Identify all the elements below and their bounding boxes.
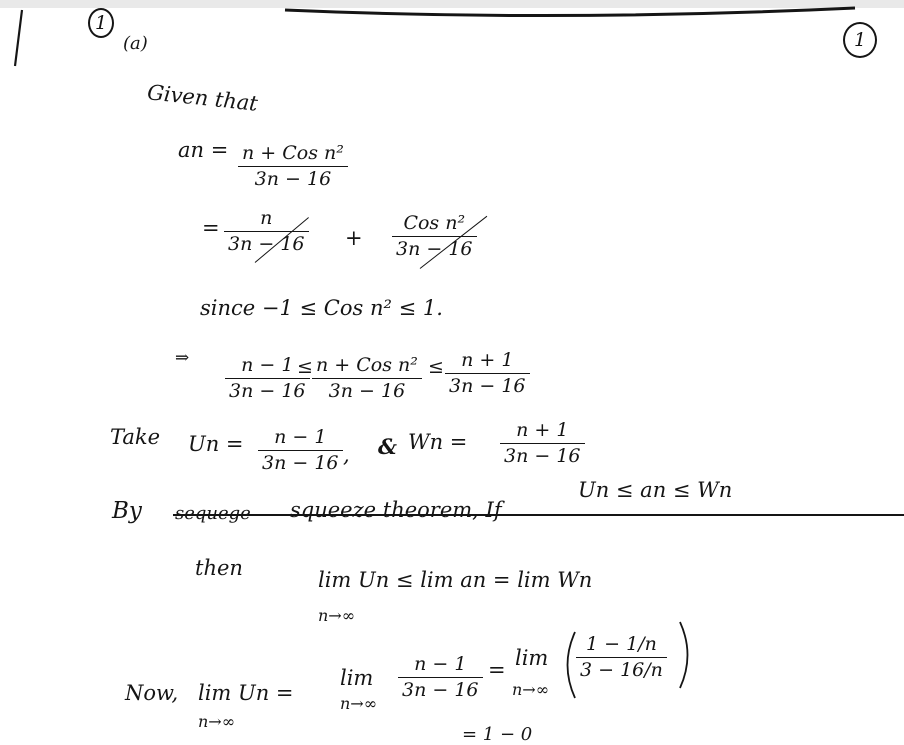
squeeze-text: squeeze theorem, If: [290, 498, 502, 522]
fraction-bar: [398, 677, 483, 678]
struck-word: sequege: [175, 505, 904, 523]
now-limit-subscript: n→∞: [198, 712, 236, 731]
wn-label: Wn =: [408, 430, 468, 454]
ineq-right-numerator: n + 1: [461, 349, 514, 371]
fraction-bar: [258, 450, 343, 451]
an-label: an =: [178, 138, 229, 162]
since-text: since −1 ≤ Cos n² ≤ 1.: [200, 296, 443, 320]
fraction-bar: [500, 443, 585, 444]
ineq-middle-fraction: [312, 355, 422, 402]
an-fraction: [238, 143, 348, 190]
now-equals: =: [488, 658, 506, 682]
an-numerator: n + Cos n²: [242, 142, 344, 164]
ineq-le-1: ≤: [297, 356, 313, 378]
split-term-1: [224, 208, 309, 255]
then-text: then: [195, 556, 243, 580]
and-symbol: &: [378, 434, 397, 459]
take-comma: ,: [343, 443, 350, 467]
given-text: Given that: [146, 80, 259, 116]
split-term-1-denominator: 3n − 16: [228, 232, 305, 255]
now-paren-denominator: 3 − 16/n: [580, 658, 663, 681]
part-label: (a): [123, 33, 148, 54]
now-paren-fraction: [576, 634, 667, 681]
ineq-middle-denominator: 3n − 16: [328, 379, 406, 402]
bottom-partial-line: = 1 − 0: [462, 724, 533, 745]
fraction-bar: [445, 373, 530, 374]
by-text: By: [112, 498, 142, 524]
wn-fraction: [500, 420, 585, 467]
an-denominator: 3n − 16: [254, 167, 332, 190]
fraction-bar: [225, 378, 310, 379]
split-term-2-denominator: 3n − 16: [396, 237, 473, 260]
paren-right: [675, 620, 695, 690]
fraction-bar: [312, 378, 422, 379]
ineq-right-denominator: 3n − 16: [449, 374, 526, 397]
fraction-bar: [392, 236, 477, 237]
now-lim-word: lim: [340, 666, 374, 690]
split-equals: =: [202, 216, 220, 240]
now-fraction: [398, 654, 483, 701]
split-term-2-numerator: Cos n²: [403, 212, 466, 234]
split-term-1-numerator: n: [260, 207, 273, 229]
un-fraction: [258, 427, 343, 474]
now-lim-subscript: n→∞: [340, 694, 378, 713]
now-lim-subscript-2: n→∞: [512, 680, 550, 699]
implies-arrow: ⇒: [175, 348, 190, 368]
ineq-le-2: ≤: [428, 356, 444, 378]
now-denominator: 3n − 16: [402, 678, 479, 701]
un-label: Un =: [188, 432, 244, 456]
wn-denominator: 3n − 16: [504, 444, 581, 467]
ineq-left-numerator: n − 1: [241, 354, 294, 376]
un-denominator: 3n − 16: [262, 451, 339, 474]
squeeze-condition: Un ≤ an ≤ Wn: [578, 478, 733, 502]
ineq-middle-numerator: n + Cos n²: [316, 354, 418, 376]
now-paren-numerator: 1 − 1/n: [586, 633, 657, 655]
ineq-left-denominator: 3n − 16: [229, 379, 306, 402]
fraction-bar: [238, 166, 348, 167]
split-plus: +: [345, 226, 363, 250]
fraction-bar: [224, 231, 309, 232]
wn-numerator: n + 1: [516, 419, 569, 441]
limit-chain: lim Un ≤ lim an = lim Wn: [318, 568, 593, 592]
take-text: Take: [110, 425, 161, 449]
un-numerator: n − 1: [274, 426, 327, 448]
now-lim-word-2: lim: [515, 646, 549, 670]
limit-subscript: n→∞: [318, 606, 356, 625]
now-limit-un: lim Un =: [198, 681, 294, 705]
now-text: Now,: [125, 681, 179, 705]
fraction-bar: [576, 657, 667, 658]
now-numerator: n − 1: [414, 653, 467, 675]
question-number-right: 1: [843, 22, 877, 58]
question-number-left: 1: [88, 8, 114, 38]
ineq-right-fraction: [445, 350, 530, 397]
split-term-2: [392, 213, 477, 260]
